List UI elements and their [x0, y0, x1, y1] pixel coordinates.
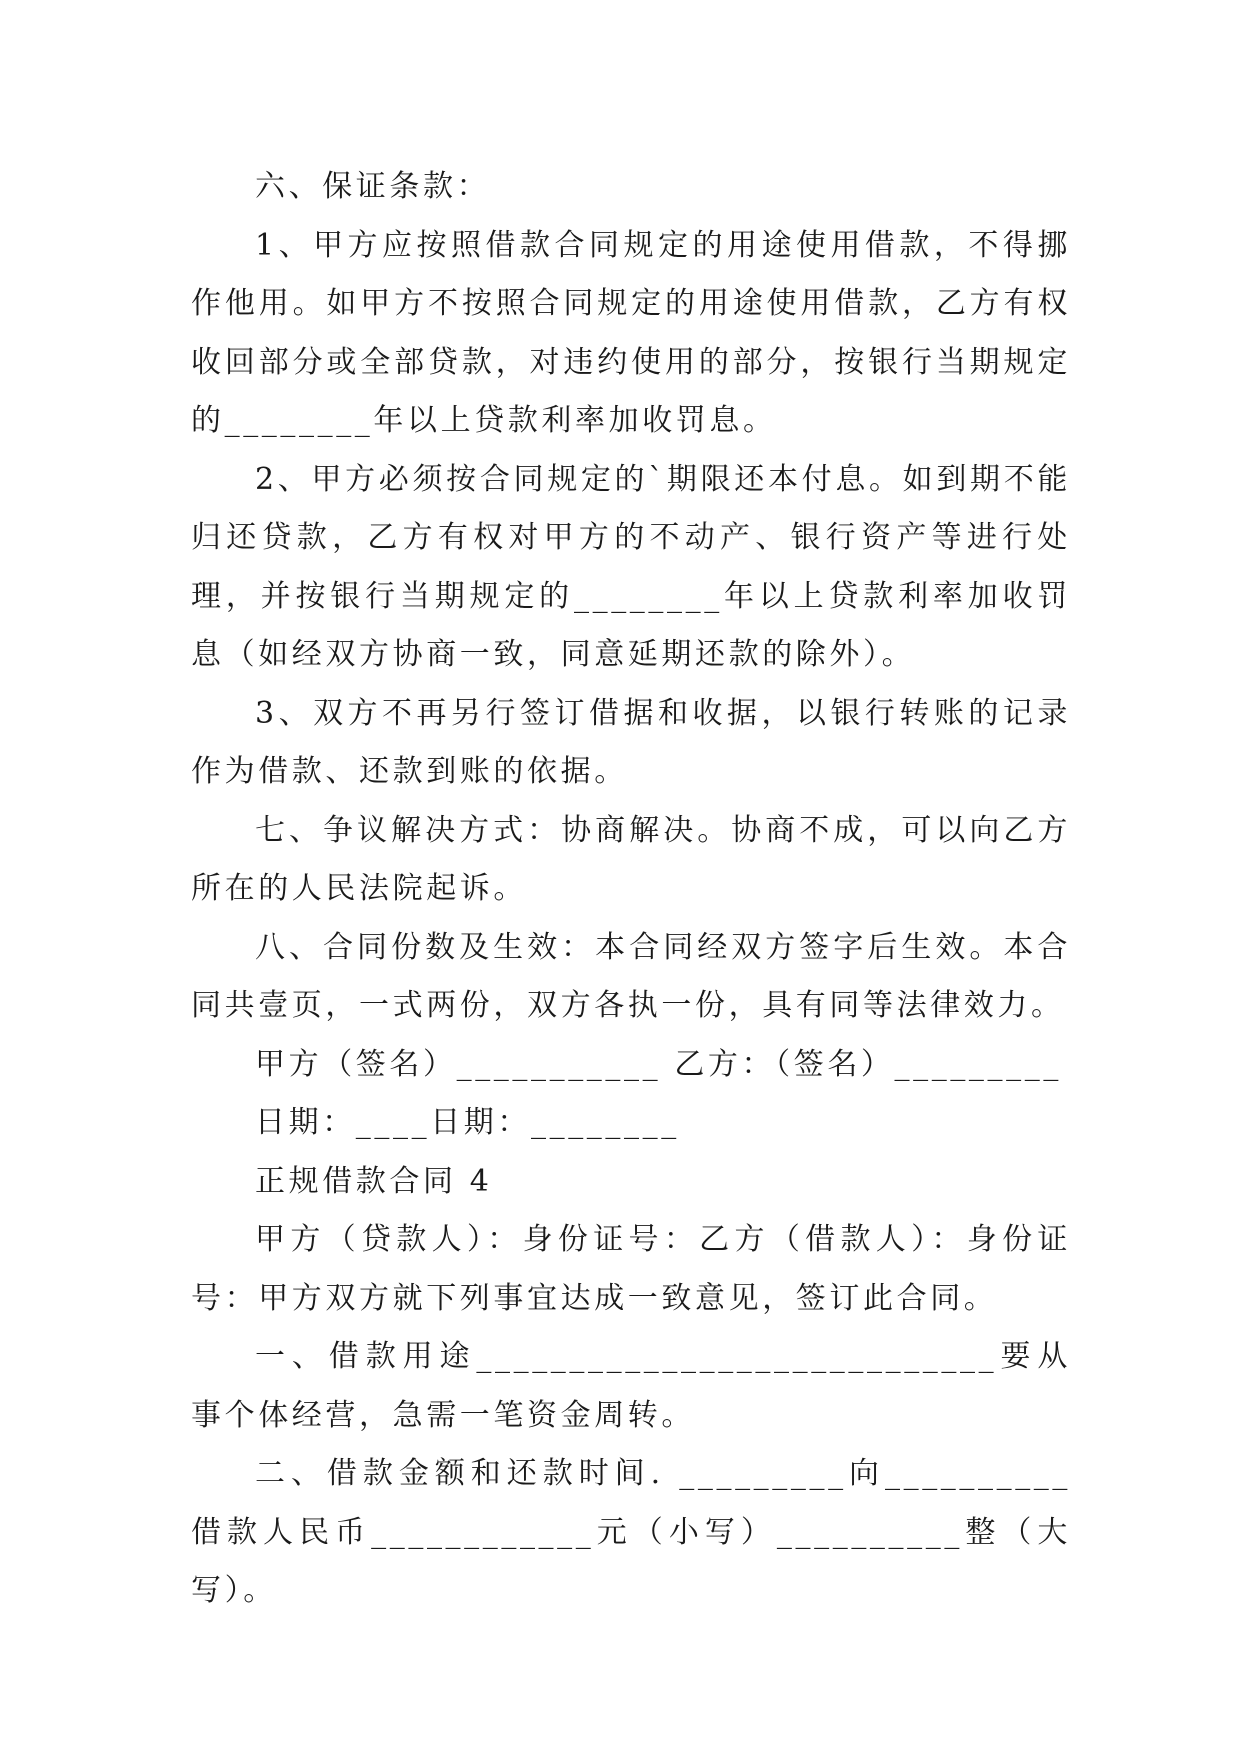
contract-4-title: 正规借款合同 4	[255, 1163, 493, 1199]
date-line: 日期：____日期：________	[255, 1105, 680, 1140]
parties-paragraph: 甲方（贷款人）：身份证号：乙方（借款人）：身份证号：甲方双方就下列事宜达成一致意见，签订此合同。	[191, 1222, 1071, 1316]
signature-line: 甲方（签名）___________ 乙方：（签名）_________	[255, 1046, 1062, 1082]
section-7-paragraph: 七、争议解决方式：协商解决。协商不成，可以向乙方所在的人民法院起诉。	[191, 812, 1071, 906]
clause-2-paragraph: 2、甲方必须按合同规定的`期限还本付息。如到期不能归还贷款，乙方有权对甲方的不动产、银行资产等进行处理，并按银行当期规定的________年以上贷款利率加收罚息（如经双方协商一致，同意延期还款的除外）。	[191, 461, 1071, 672]
document-body	[191, 158, 1071, 1621]
clause-1-paragraph: 1、甲方应按照借款合同规定的用途使用借款，不得挪作他用。如甲方不按照合同规定的用途使用借款，乙方有权收回部分或全部贷款，对违约使用的部分，按银行当期规定的________年以上贷款利率加收罚息。	[191, 227, 1071, 438]
section-6-heading: 六、保证条款：	[255, 169, 491, 204]
clause-3-paragraph: 3、双方不再另行签订借据和收据，以银行转账的记录作为借款、还款到账的依据。	[191, 695, 1071, 789]
loan-amount-paragraph: 二、借款金额和还款时间. _________向__________借款人民币____________元（小写）__________整（大写）。	[191, 1456, 1071, 1608]
loan-purpose-paragraph: 一、借款用途____________________________要从事个体经营，急需一笔资金周转。	[191, 1339, 1071, 1433]
section-8-paragraph: 八、合同份数及生效：本合同经双方签字后生效。本合同共壹页，一式两份，双方各执一份，具有同等法律效力。	[191, 929, 1071, 1023]
